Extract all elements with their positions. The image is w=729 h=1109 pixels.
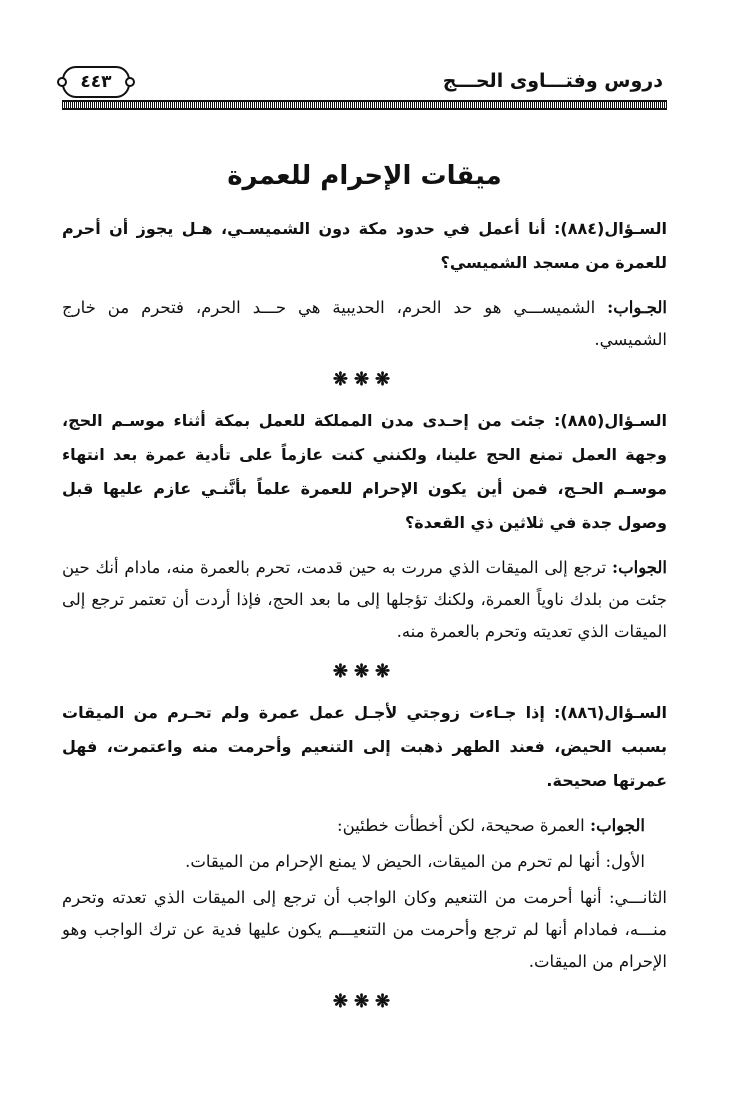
question-label: السـؤال(٨٨٤): — [554, 218, 667, 238]
answer-884 — [62, 292, 667, 356]
separator-stars: ❋❋❋ — [332, 990, 397, 1012]
answer-point-first — [62, 846, 667, 878]
question-text: أنا أعمل في حدود مكة دون الشميسـي، هـل يجوز أن أحرم للعمرة من مسجد الشميسي؟ — [62, 218, 667, 272]
page-number-frame — [62, 66, 130, 98]
section-title: ميقات الإحرام للعمرة — [227, 161, 502, 191]
answer-label: الجـواب: — [607, 297, 667, 317]
answer-label: الجواب: — [612, 557, 667, 577]
point-label: الأول: — [605, 851, 645, 871]
answer-text: ترجع إلى الميقات الذي مررت به حين قدمت، تحرم بالعمرة منه، مادام أنك حين جئت من بلدك ناوياً العمرة، ولكنك تؤجلها إلى ما بعد الحج، فإذا أردت أن تعتمر ترجع إلى الميقات الذي تعديته وتحرم بالعمرة منه. — [62, 557, 667, 641]
answer-885 — [62, 552, 667, 648]
point-text: أنها أحرمت من التنعيم وكان الواجب أن ترجع إلى الميقات الذي تعدته وتحرم منـــه، فمادام أنها لم ترجع وأحرمت من التنعيـــم يكون عليها فدية عن ترك الواجب وهو الإحرام من الميقات. — [62, 887, 667, 971]
header-rule — [62, 100, 667, 110]
question-886 — [62, 696, 667, 798]
point-label: الثانـــي: — [608, 887, 667, 907]
answer-text: الشميســـي هو حد الحرم، الحديبية هي حـــد الحرم، فتحرم من خارج الشميسي. — [62, 297, 667, 349]
answer-text: العمرة صحيحة، لكن أخطأت خطئين: — [337, 815, 585, 835]
answer-886 — [62, 810, 667, 842]
page-content — [62, 160, 667, 1026]
question-label: السـؤال(٨٨٦): — [554, 702, 667, 722]
question-label: السـؤال(٨٨٥): — [554, 410, 667, 430]
question-885 — [62, 404, 667, 540]
separator-stars: ❋❋❋ — [332, 660, 397, 682]
separator-stars: ❋❋❋ — [332, 368, 397, 390]
answer-point-second — [62, 882, 667, 978]
page-number: ٤٤٣ — [80, 71, 112, 92]
point-text: أنها لم تحرم من الميقات، الحيض لا يمنع الإحرام من الميقات. — [185, 851, 601, 871]
running-title: دروس وفتـــاوى الحـــج — [442, 70, 663, 92]
question-884 — [62, 212, 667, 280]
question-text: إذا جـاءت زوجتي لأجـل عمل عمرة ولم تحـرم من الميقات بسبب الحيض، فعند الطهر ذهبت إلى التنعيم وأحرمت منه واعتمرت، فهل عمرتها صحيحة. — [62, 702, 667, 790]
question-text: جئت من إحـدى مدن المملكة للعمل بمكة أثناء موسـم الحج، وجهة العمل تمنع الحج علينا، ولكنني كنت عازماً على تأدية عمرة بعد انتهاء موسـم الحـج، فمن أين يكون الإحرام للعمرة علماً بأنَّنـي عازم عليها قبل وصول جدة في ثلاثين ذي القعدة؟ — [62, 410, 667, 532]
page-header — [62, 64, 667, 116]
answer-label: الجواب: — [590, 815, 645, 835]
